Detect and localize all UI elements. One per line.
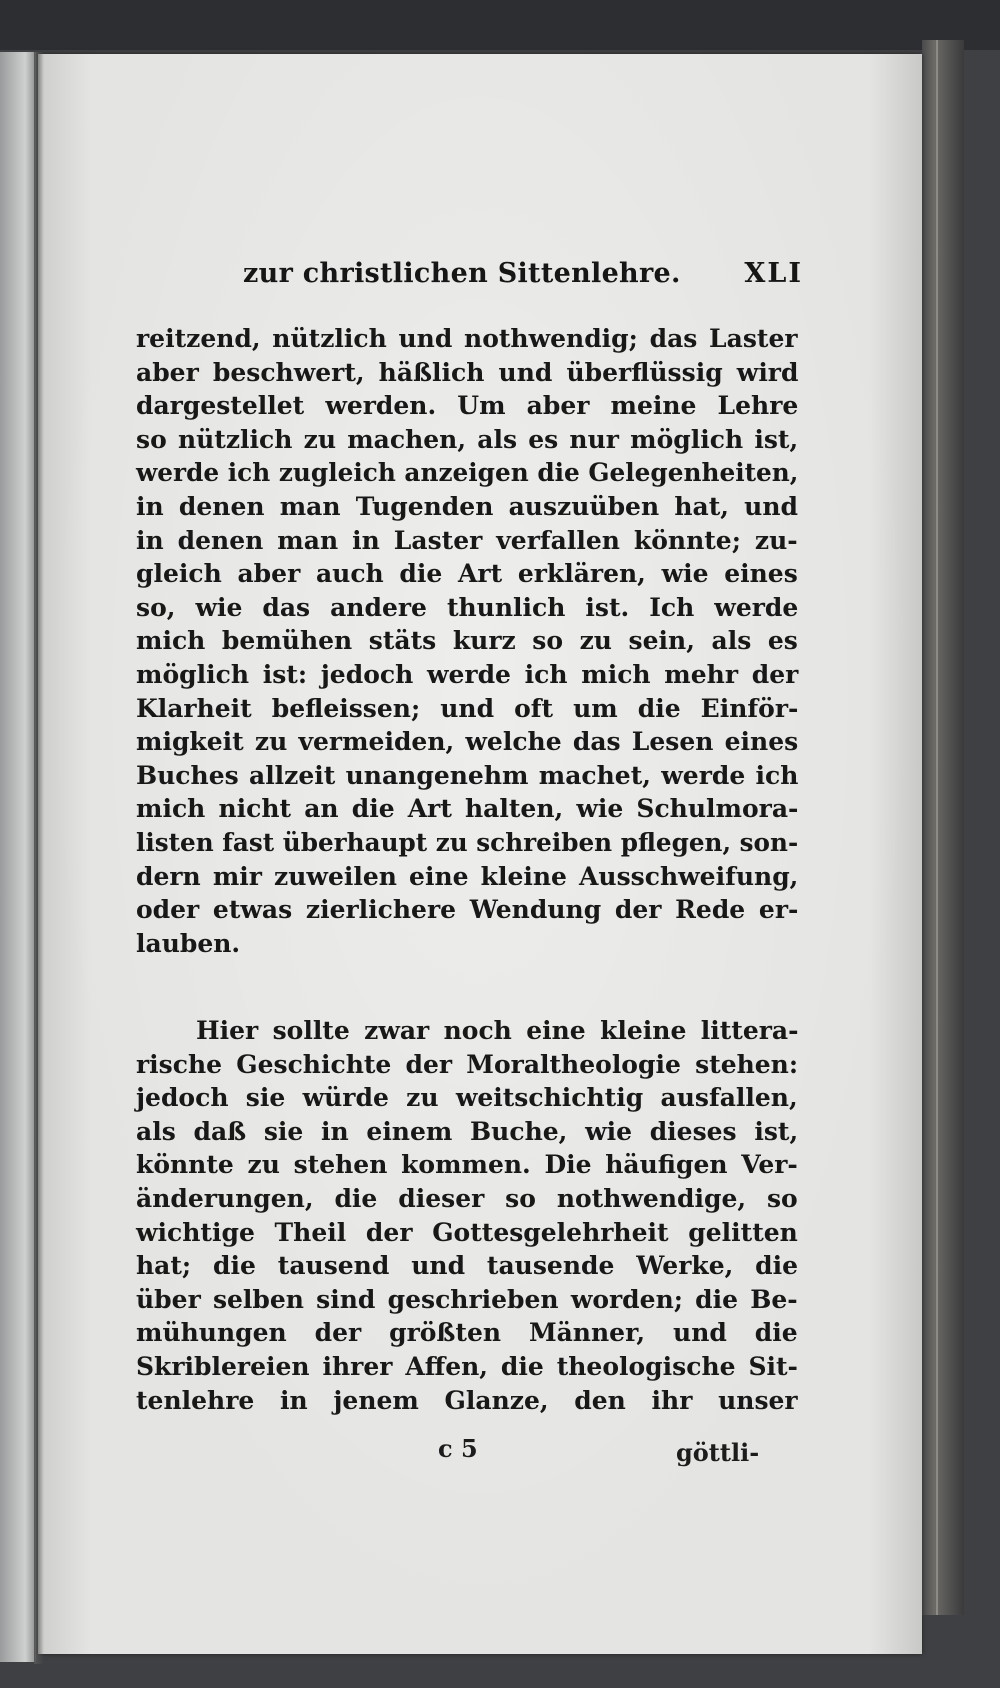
text-line: migkeit zu vermeiden, welche das Lesen eines (136, 727, 799, 757)
paragraph-1 (136, 322, 798, 960)
text-line: Skriblereien ihrer Affen, die theologische Sit- (136, 1351, 798, 1381)
cover-edge-line (936, 40, 938, 1615)
text-line: mühungen der größten Männer, und die (136, 1318, 798, 1348)
text-line: in denen man in Laster verfallen könnte; zu- (136, 525, 798, 555)
text-line: tenlehre in jenem Glanze, den ihr unser (136, 1385, 798, 1415)
text-line: reitzend, nützlich und nothwendig; das Laster (136, 324, 798, 353)
text-line: hat; die tausend und tausende Werke, die (136, 1251, 799, 1281)
text-line: dern mir zuweilen eine kleine Ausschweifung, (136, 861, 799, 891)
text-line: Buches allzeit unangenehm machet, werde ich (136, 760, 799, 790)
text-line: wichtige Theil der Gottesgelehrheit gelitten (136, 1217, 798, 1247)
running-head-title: zur christlichen Sittenlehre. (243, 258, 681, 289)
text-line: dargestellet werden. Um aber meine Lehre (136, 391, 799, 421)
scan-background-top (0, 0, 1000, 50)
text-line: Hier sollte zwar noch eine kleine littera- (196, 1016, 799, 1045)
book-fore-edge (922, 40, 964, 1615)
catchword: göttli- (676, 1438, 760, 1467)
running-head (243, 258, 803, 298)
text-line: änderungen, die dieser so nothwendige, so (136, 1183, 798, 1213)
text-line: rische Geschichte der Moraltheologie stehen: (136, 1049, 799, 1079)
text-line: lauben. (136, 928, 241, 958)
text-line: in denen man Tugenden auszuüben hat, und (136, 491, 798, 521)
page-footer (38, 1434, 1000, 1474)
facing-page-edge (0, 52, 36, 1662)
text-line: könnte zu stehen kommen. Die häufigen Ver- (136, 1150, 798, 1180)
text-line: mich nicht an die Art halten, wie Schulmora- (136, 794, 799, 824)
text-line: gleich aber auch die Art erklären, wie eines (136, 559, 798, 589)
text-line: listen fast überhaupt zu schreiben pflegen, son- (136, 827, 799, 857)
text-line: als daß sie in einem Buche, wie dieses ist, (136, 1116, 799, 1146)
text-line: werde ich zugleich anzeigen die Gelegenheiten, (136, 458, 799, 488)
text-line: oder etwas zierlichere Wendung der Rede er- (136, 895, 799, 925)
paragraph-2 (136, 1014, 798, 1417)
page-number: XLI (744, 258, 803, 289)
text-line: aber beschwert, häßlich und überflüssig wird (136, 357, 799, 387)
text-line: über selben sind geschrieben worden; die Be- (136, 1284, 798, 1314)
text-line: jedoch sie würde zu weitschichtig ausfallen, (136, 1083, 798, 1113)
text-line: so, wie das andere thunlich ist. Ich werde (136, 592, 799, 622)
text-line: Klarheit befleissen; und oft um die Einför- (136, 693, 799, 723)
signature-mark: c 5 (438, 1434, 478, 1463)
gutter-shadow (34, 52, 44, 1664)
text-line: so nützlich zu machen, als es nur möglich ist, (136, 424, 799, 454)
text-line: möglich ist: jedoch werde ich mich mehr der (136, 659, 799, 689)
text-line: mich bemühen stäts kurz so zu sein, als es (136, 626, 798, 656)
book-page (38, 54, 922, 1654)
